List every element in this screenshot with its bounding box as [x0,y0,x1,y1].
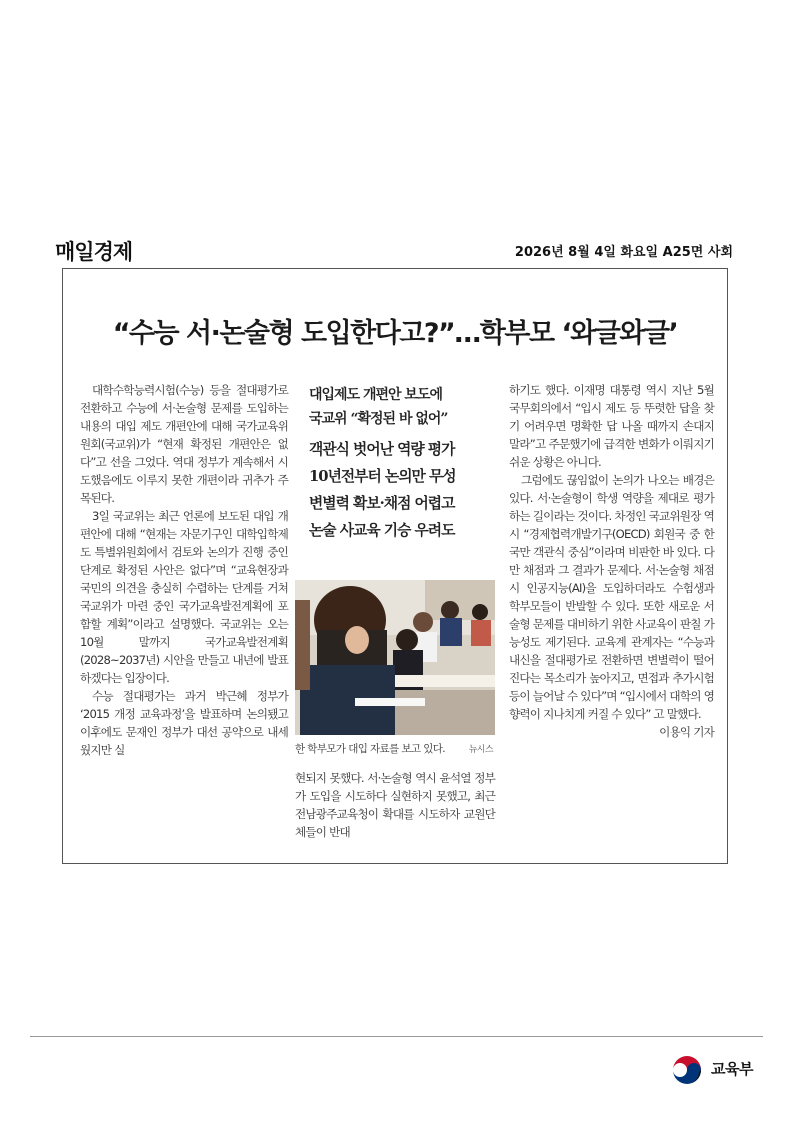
newspaper-name: 매일경제 [55,240,133,264]
classroom-photo-illustration [295,580,495,735]
photo-caption [295,741,495,756]
subhead-line: 10년전부터 논의만 무성 [309,468,456,485]
article-column-1 [80,381,288,759]
body-paragraph: 3일 국교위는 최근 언론에 보도된 대입 개편안에 대해 “현재는 자문기구인 대학입학제도 특별위원회에서 검토와 논의가 진행 중인 단계로 확정된 사안은 없다”며 “교육현장과 국민의 의견을 충실히 수렴하는 단계를 거쳐 국교위가 마련 중인 국가교육발전계획에 포함할 계획”이라고 설명했다. 국교위는 오는 10월 말까지 국가교육발전계획(2028~2037년) 시안을 만들고 내년에 발표하겠다는 입장이다. [80,509,288,685]
ministry-name: 교육부 [711,1059,753,1078]
body-paragraph: 그럼에도 끊임없이 논의가 나오는 배경은 있다. 서·논술형이 학생 역량을 제대로 평가하는 길이라는 것이다. 차정인 국교위원장 역시 “경제협력개발기구(OECD) 회원국 중 한국만 객관식 중심”이라며 비판한 바 있다. 다만 채점과 그 결과가 문제다. 서·논술형 채점 시 인공지능(AI)을 도입하더라도 수험생과 학부모들이 반발할 수 있다. 또한 새로운 서술형 문제를 대비하기 위한 사교육이 판칠 가능성도 제기된다. 교육계 관계자는 “수능과 내신을 절대평가로 전환하면 변별력이 떨어진다는 목소리가 높아지고, 면접과 추가시험 등이 늘어날 수 있다”며 “입시에서 대학의 영향력이 지나치게 커질 수 있다” 고 말했다. [509,473,714,721]
subheads-primary [309,383,499,431]
subhead-line: 객관식 벗어난 역량 평가 [309,441,455,458]
ministry-logo [669,1050,753,1086]
subheads-secondary [309,436,499,544]
article-headline: “수능 서·논술형 도입한다고?”…학부모 ‘와글와글’ [112,318,678,349]
caption-text: 한 학부모가 대입 자료를 보고 있다. [295,743,446,755]
subhead-line: 국교위 “확정된 바 없어” [309,411,448,427]
subhead-line: 대입제도 개편안 보도에 [309,387,442,403]
body-paragraph: 현되지 못했다. 서·논술형 역시 윤석열 정부가 도입을 시도하다 실현하지 못했고, 최근 전남광주교육청이 확대를 시도하자 교원단체들이 반대 [295,771,495,839]
article-column-2 [295,769,495,841]
subhead-line: 논술 사교육 기승 우려도 [309,522,455,539]
body-paragraph: 하기도 했다. 이재명 대통령 역시 지난 5월 국무회의에서 “입시 제도 등 뚜렷한 답을 찾기 어려우면 명확한 답 나올 때까지 손대지 말라”고 주문했기에 급격한 변화가 이뤄지기 쉬운 상황은 아니다. [509,383,714,469]
subheads [309,383,499,544]
body-paragraph: 대학수학능력시험(수능) 등을 절대평가로 전환하고 수능에 서·논술형 문제를 도입하는 내용의 대입 제도 개편안에 대해 국가교육위원회(국교위)가 “현재 확정된 개편안은 없다”고 선을 그었다. 역대 정부가 계속해서 시도했음에도 이루지 못한 개편이라 귀추가 주목된다. [80,383,288,505]
article-photo [295,580,495,735]
body-paragraph: 수능 절대평가는 과거 박근혜 정부가 ‘2015 개정 교육과정’을 발표하며 논의됐고 이후에도 문재인 정부가 대선 공약으로 내세웠지만 실 [80,689,288,757]
dateline: 2026년 8월 4일 화요일 A25면 사회 [514,245,733,260]
subhead-line: 변별력 확보·채점 어렵고 [309,495,455,512]
taegeuk-emblem-icon [669,1050,705,1086]
photo-credit: 뉴시스 [468,745,493,755]
article-column-3 [509,381,714,741]
byline: 이용익 기자 [659,725,714,739]
footer-divider [30,1036,763,1037]
article-clipping [62,268,728,864]
